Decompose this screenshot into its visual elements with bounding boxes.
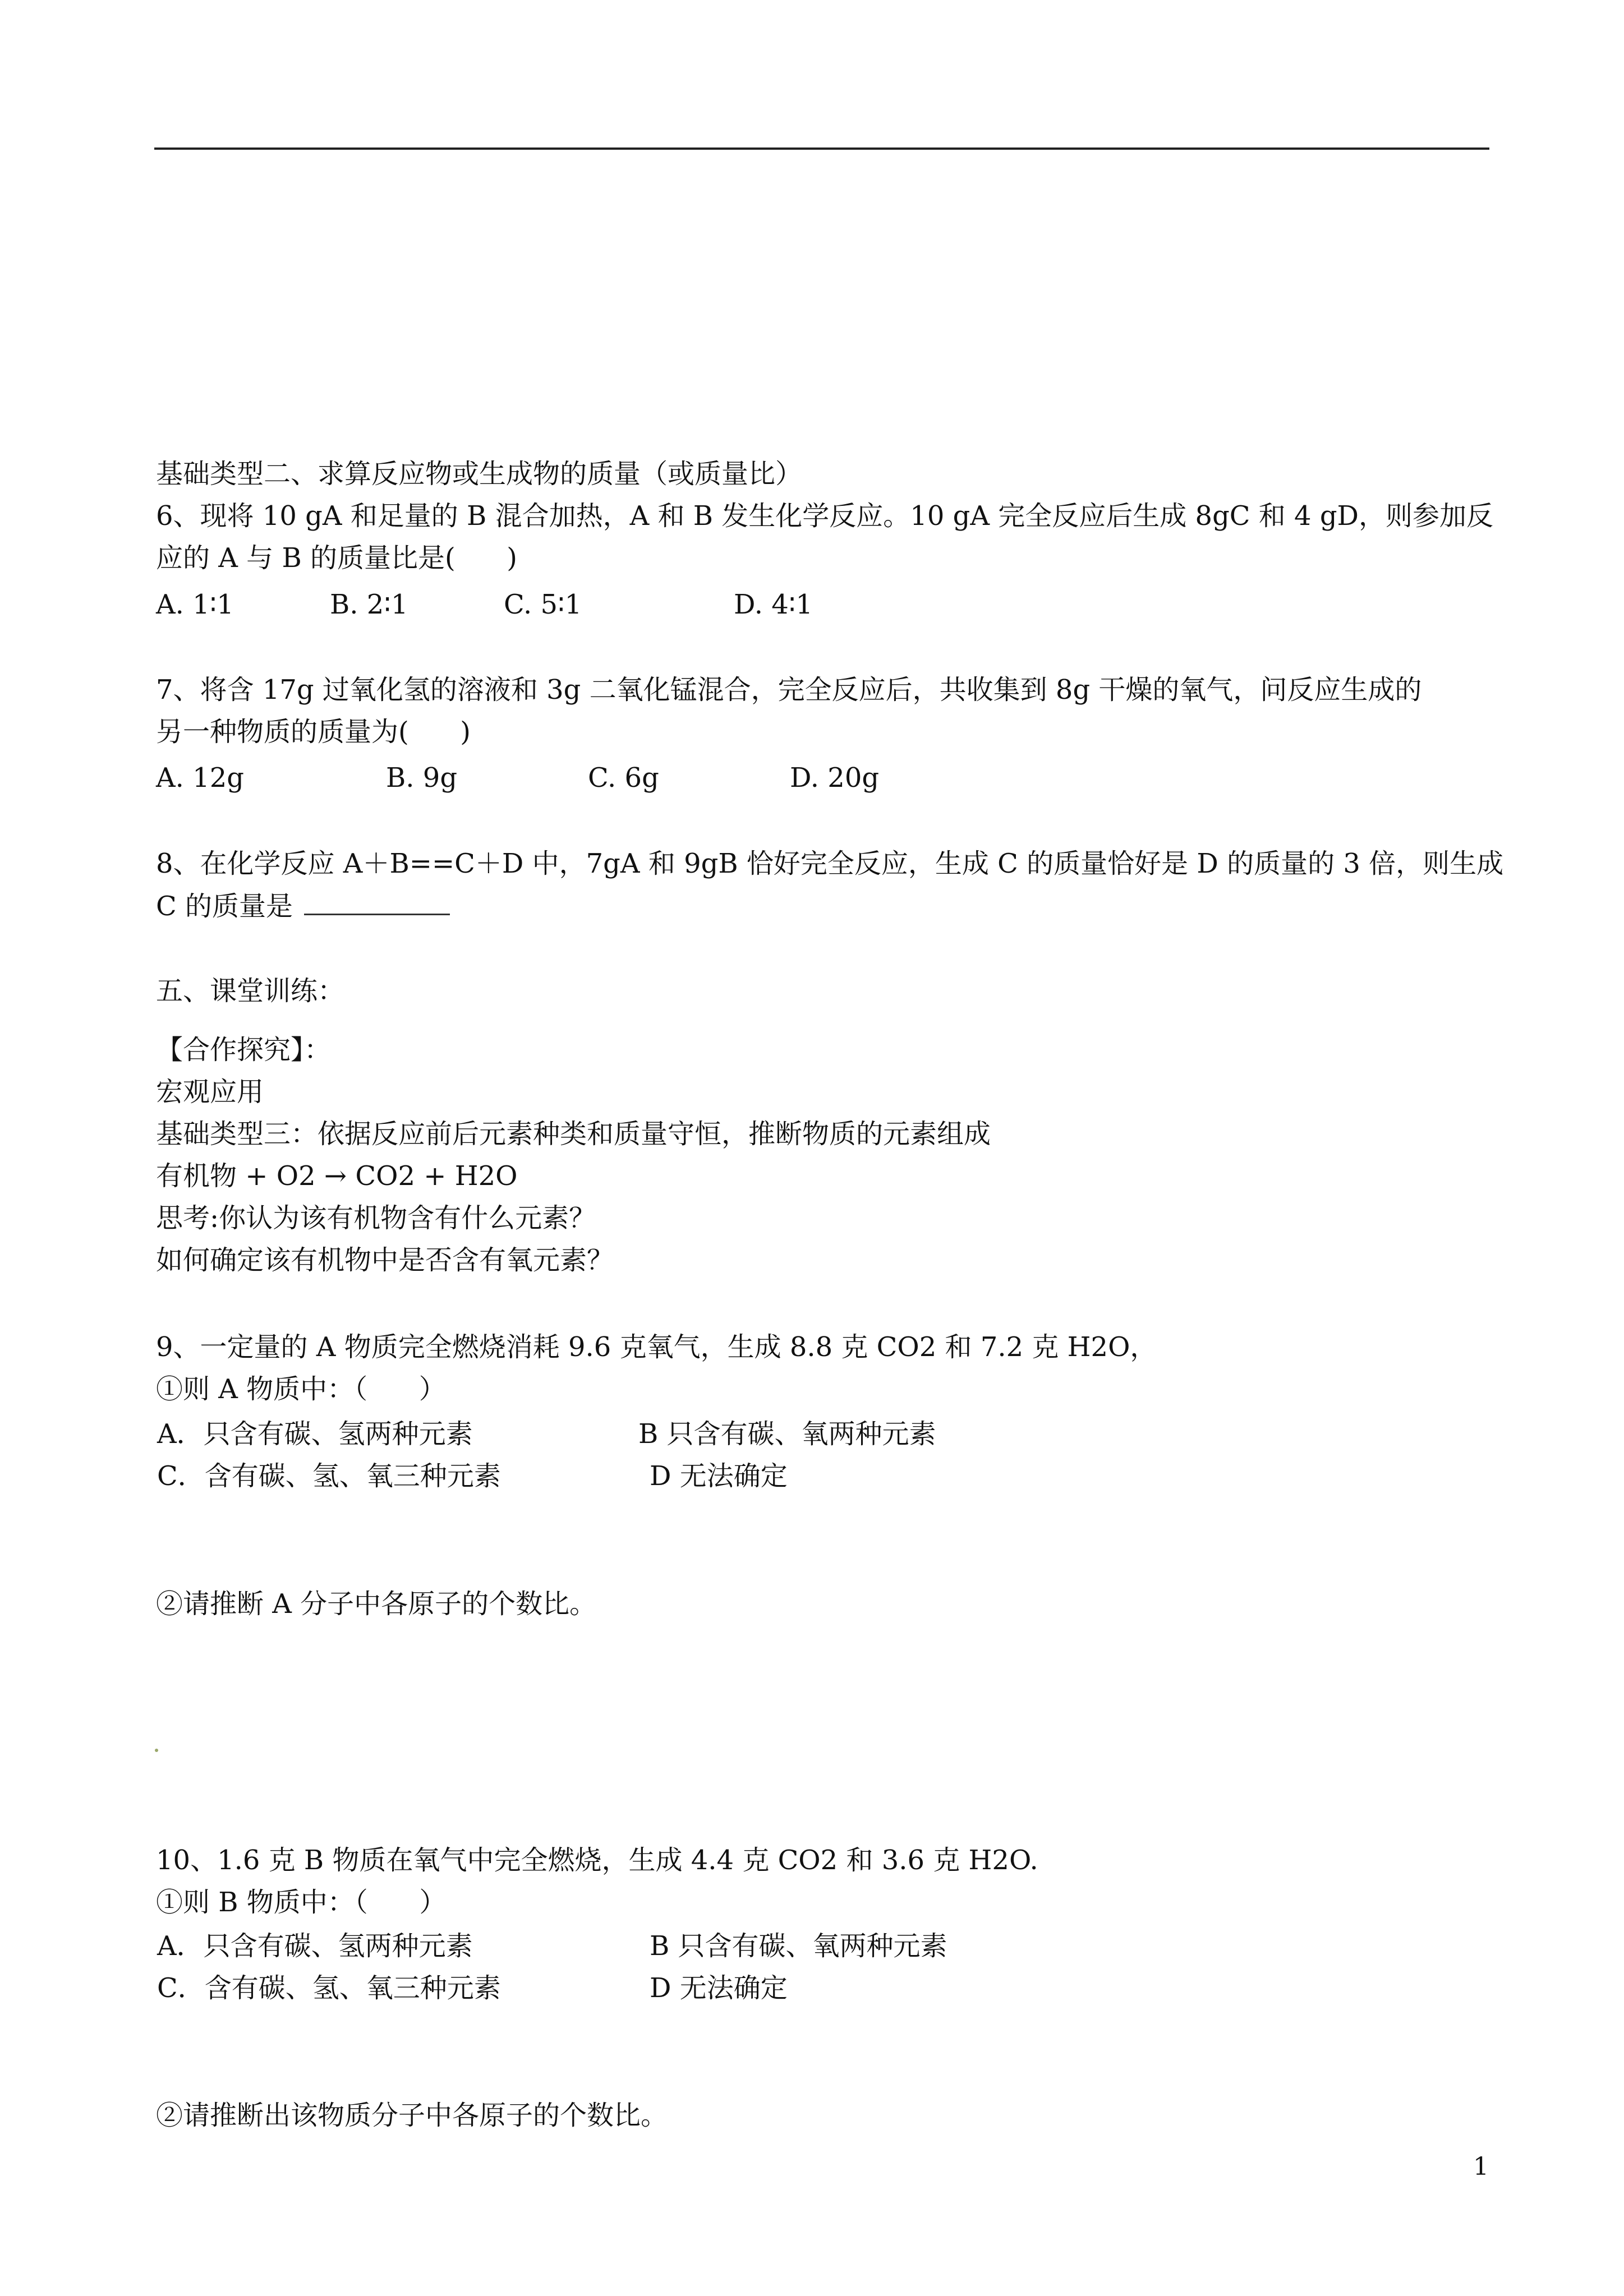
q6-line1: 6、现将 10 gA 和足量的 B 混合加热，A 和 B 发生化学反应。10 gA 完全反应后生成 8gC 和 4 gD，则参加反	[156, 500, 1494, 532]
page-number: 1	[1473, 2152, 1489, 2181]
q7-option-a: A. 12g	[156, 762, 244, 794]
think-question-1: 思考:你认为该有机物含有什么元素？	[156, 1202, 596, 1234]
q9-sub1: ①则 A 物质中：（ ）	[156, 1373, 446, 1405]
q10-sub1: ①则 B 物质中：（ ）	[156, 1887, 447, 1918]
q6-line2: 应的 A 与 B 的质量比是( )	[156, 542, 517, 574]
q7-line1: 7、将含 17g 过氧化氢的溶液和 3g 二氧化锰混合，完全反应后，共收集到 8g 干燥的氧气，问反应生成的	[156, 674, 1422, 706]
section3-title: 基础类型三：依据反应前后元素种类和质量守恒，推断物质的元素组成	[156, 1118, 991, 1150]
q10-option-b: B 只含有碳、氧两种元素	[650, 1930, 947, 1962]
q6-option-c: C. 5∶1	[504, 589, 582, 620]
q10-option-a: A．只含有碳、氢两种元素	[157, 1930, 473, 1962]
q6-option-a: A. 1∶1	[156, 589, 234, 620]
q7-line2: 另一种物质的质量为( )	[156, 716, 471, 748]
q8-line2	[156, 889, 450, 923]
coop-heading: 【合作探究】：	[156, 1034, 332, 1066]
q10-option-d: D 无法确定	[650, 1972, 788, 2004]
macro-heading: 宏观应用	[156, 1076, 264, 1108]
q9-option-b: B 只含有碳、氧两种元素	[638, 1418, 936, 1450]
q9-option-c: C．含有碳、氢、氧三种元素	[157, 1460, 501, 1492]
equation: 有机物 + O2 → CO2 + H2O	[156, 1160, 518, 1192]
q9-option-a: A．只含有碳、氢两种元素	[157, 1418, 473, 1450]
section5-title: 五、课堂训练：	[156, 975, 345, 1007]
think-question-2: 如何确定该有机物中是否含有氧元素？	[156, 1244, 614, 1276]
q10-line1: 10、1.6 克 B 物质在氧气中完全燃烧，生成 4.4 克 CO2 和 3.6 克 H2O.	[156, 1845, 1038, 1876]
answer-blank	[304, 889, 450, 915]
q8-line1: 8、在化学反应 A＋B==C＋D 中，7gA 和 9gB 恰好完全反应，生成 C 的质量恰好是 D 的质量的 3 倍，则生成	[156, 848, 1504, 879]
q7-option-b: B. 9g	[386, 762, 458, 794]
q7-option-d: D. 20g	[790, 762, 880, 794]
q9-line1: 9、一定量的 A 物质完全燃烧消耗 9.6 克氧气，生成 8.8 克 CO2 和 7.2 克 H2O，	[156, 1331, 1157, 1363]
q6-option-b: B. 2∶1	[330, 589, 408, 620]
q10-option-c: C．含有碳、氢、氧三种元素	[157, 1972, 501, 2004]
q10-sub2: ②请推断出该物质分子中各原子的个数比。	[156, 2100, 668, 2131]
q9-sub2: ②请推断 A 分子中各原子的个数比。	[156, 1588, 597, 1620]
q7-option-c: C. 6g	[588, 762, 659, 794]
header-rule	[154, 147, 1489, 150]
q6-option-d: D. 4∶1	[734, 589, 813, 620]
stray-mark	[155, 1749, 158, 1752]
q9-option-d: D 无法确定	[650, 1460, 788, 1492]
section2-title: 基础类型二、求算反应物或生成物的质量（或质量比）	[156, 458, 803, 490]
q8-line2-text: C 的质量是	[156, 891, 293, 922]
